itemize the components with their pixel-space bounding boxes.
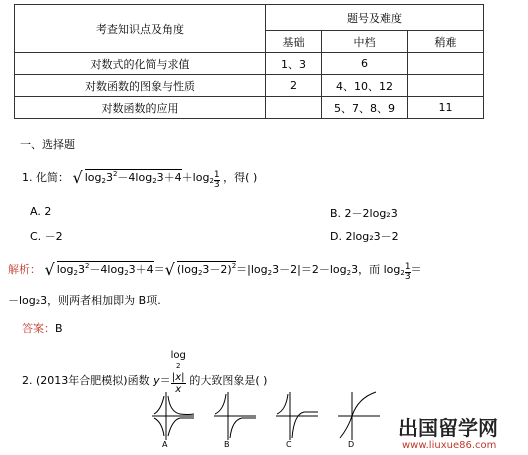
row-hard: 11 bbox=[408, 97, 484, 119]
row-basic bbox=[266, 97, 322, 119]
q1-suffix: ，得( ) bbox=[223, 171, 258, 184]
analysis-label: 解析： bbox=[8, 263, 41, 276]
watermark-url: www.liuxue86.com bbox=[402, 440, 497, 451]
row-topic: 对数式的化简与求值 bbox=[15, 53, 266, 75]
level-medium: 中档 bbox=[322, 31, 408, 53]
graph-d bbox=[338, 392, 380, 440]
level-hard: 稍难 bbox=[408, 31, 484, 53]
row-medium: 5、7、8、9 bbox=[322, 97, 408, 119]
knowledge-table bbox=[14, 4, 484, 119]
radical-icon: √ bbox=[44, 260, 55, 279]
row-basic: 2 bbox=[266, 75, 322, 97]
q2-prefix: 2. (2013年合肥模拟)函数 bbox=[22, 374, 150, 387]
row-hard bbox=[408, 53, 484, 75]
row-topic: 对数函数的应用 bbox=[15, 97, 266, 119]
graph-label-c: C bbox=[286, 440, 292, 449]
fraction: $\frac{1}{3}$ bbox=[404, 262, 411, 282]
q2-stem: 2. (2013年合肥模拟)函数 y＝ log 2 |x| x 的大致图象是( ) bbox=[22, 350, 268, 395]
graph-label-a: A bbox=[162, 440, 168, 449]
graph-a bbox=[152, 392, 194, 440]
graph-label-b: B bbox=[224, 440, 230, 449]
analysis-line2: －log₂3，则两者相加即为 B项. bbox=[8, 294, 161, 307]
graph-c bbox=[276, 392, 318, 440]
radical-icon: √ bbox=[72, 168, 83, 187]
watermark-logo: 出国留学网 bbox=[398, 416, 498, 440]
table-row bbox=[15, 97, 484, 119]
graph-label-d: D bbox=[348, 440, 355, 449]
answer-label: 答案： bbox=[22, 322, 55, 335]
q1-expression: $\log_23^2-4\log_23+4$ bbox=[84, 170, 182, 185]
row-topic: 对数函数的图象与性质 bbox=[15, 75, 266, 97]
answer-value: B bbox=[55, 322, 63, 335]
fraction: $\frac{1}{3}$ bbox=[213, 170, 220, 190]
section-title: 一、选择题 bbox=[20, 138, 75, 151]
table-header-topic: 考查知识点及角度 bbox=[15, 5, 266, 53]
graph-b bbox=[214, 392, 256, 440]
q2-function-fraction: log 2 |x| x bbox=[170, 350, 186, 395]
row-hard bbox=[408, 75, 484, 97]
q1-option-a: A. 2 bbox=[30, 205, 52, 218]
table-row bbox=[15, 53, 484, 75]
q2-suffix: 的大致图象是( ) bbox=[189, 374, 268, 387]
q1-option-b: B. 2－2log₂3 bbox=[330, 207, 398, 220]
q1-option-c: C. －2 bbox=[30, 230, 63, 243]
radical-icon: √ bbox=[164, 260, 175, 279]
q1-stem: 1. 化简： √ $\log_23^2-4\log_23+4+\log_2$ $\frac{1}{3}$ ，得( ) bbox=[22, 168, 258, 190]
level-basic: 基础 bbox=[266, 31, 322, 53]
q1-option-d: D. 2log₂3－2 bbox=[330, 230, 399, 243]
row-medium: 4、10、12 bbox=[322, 75, 408, 97]
q1-prefix: 1. 化简： bbox=[22, 171, 69, 184]
analysis-line1: 解析： √ $\log_23^2-4\log_23+4=√$ $(\log_23-2)^2=|\log_23-2|=2-\log_23$，而 $\log_2$ $\frac{1}{3}$ ＝ bbox=[8, 260, 422, 282]
row-basic: 1、3 bbox=[266, 53, 322, 75]
table-header-difficulty: 题号及难度 bbox=[266, 5, 484, 31]
table-row bbox=[15, 75, 484, 97]
row-medium: 6 bbox=[322, 53, 408, 75]
answer bbox=[22, 320, 63, 336]
